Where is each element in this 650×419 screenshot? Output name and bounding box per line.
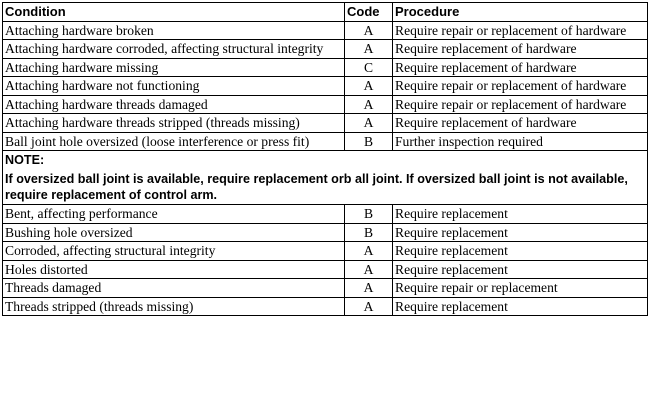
note-cell xyxy=(3,151,648,205)
code-cell: A xyxy=(345,95,393,114)
procedure-cell: Require replacement xyxy=(393,297,648,316)
procedure-cell: Require repair or replacement xyxy=(393,279,648,298)
condition-cell: Ball joint hole oversized (loose interference or press fit) xyxy=(3,132,345,151)
procedure-cell: Require repair or replacement of hardware xyxy=(393,21,648,40)
note-title: NOTE: xyxy=(5,153,45,167)
table-row xyxy=(3,260,648,279)
table-row xyxy=(3,205,648,224)
procedure-cell: Require replacement xyxy=(393,205,648,224)
procedure-cell: Require replacement xyxy=(393,260,648,279)
inspection-table xyxy=(2,2,648,316)
procedure-cell: Further inspection required xyxy=(393,132,648,151)
header-row xyxy=(3,3,648,22)
table-row xyxy=(3,21,648,40)
code-cell: A xyxy=(345,77,393,96)
note-row xyxy=(3,151,648,205)
table-row xyxy=(3,58,648,77)
note-text: If oversized ball joint is available, require replacement orb all joint. If oversized ball joint is not available, require replacement of control arm. xyxy=(5,172,628,202)
code-cell: A xyxy=(345,21,393,40)
code-cell: A xyxy=(345,40,393,59)
header-procedure: Procedure xyxy=(393,3,648,22)
code-cell: A xyxy=(345,242,393,261)
condition-cell: Threads damaged xyxy=(3,279,345,298)
code-cell: B xyxy=(345,132,393,151)
condition-cell: Attaching hardware threads stripped (threads missing) xyxy=(3,114,345,133)
code-cell: A xyxy=(345,114,393,133)
code-cell: A xyxy=(345,260,393,279)
procedure-cell: Require replacement of hardware xyxy=(393,40,648,59)
code-cell: B xyxy=(345,223,393,242)
table-row xyxy=(3,242,648,261)
condition-cell: Attaching hardware corroded, affecting structural integrity xyxy=(3,40,345,59)
code-cell: A xyxy=(345,297,393,316)
condition-cell: Bent, affecting performance xyxy=(3,205,345,224)
procedure-cell: Require replacement xyxy=(393,242,648,261)
condition-cell: Corroded, affecting structural integrity xyxy=(3,242,345,261)
code-cell: A xyxy=(345,279,393,298)
header-code: Code xyxy=(345,3,393,22)
procedure-cell: Require repair or replacement of hardware xyxy=(393,77,648,96)
condition-cell: Threads stripped (threads missing) xyxy=(3,297,345,316)
table-row xyxy=(3,223,648,242)
code-cell: C xyxy=(345,58,393,77)
condition-cell: Attaching hardware missing xyxy=(3,58,345,77)
code-cell: B xyxy=(345,205,393,224)
table-row xyxy=(3,77,648,96)
condition-cell: Bushing hole oversized xyxy=(3,223,345,242)
table-row xyxy=(3,114,648,133)
procedure-cell: Require repair or replacement of hardware xyxy=(393,95,648,114)
table-row xyxy=(3,279,648,298)
table-row xyxy=(3,40,648,59)
table-row xyxy=(3,297,648,316)
procedure-cell: Require replacement of hardware xyxy=(393,58,648,77)
condition-cell: Attaching hardware broken xyxy=(3,21,345,40)
table-row xyxy=(3,132,648,151)
condition-cell: Attaching hardware threads damaged xyxy=(3,95,345,114)
header-condition: Condition xyxy=(3,3,345,22)
condition-cell: Attaching hardware not functioning xyxy=(3,77,345,96)
condition-cell: Holes distorted xyxy=(3,260,345,279)
procedure-cell: Require replacement of hardware xyxy=(393,114,648,133)
procedure-cell: Require replacement xyxy=(393,223,648,242)
table-row xyxy=(3,95,648,114)
